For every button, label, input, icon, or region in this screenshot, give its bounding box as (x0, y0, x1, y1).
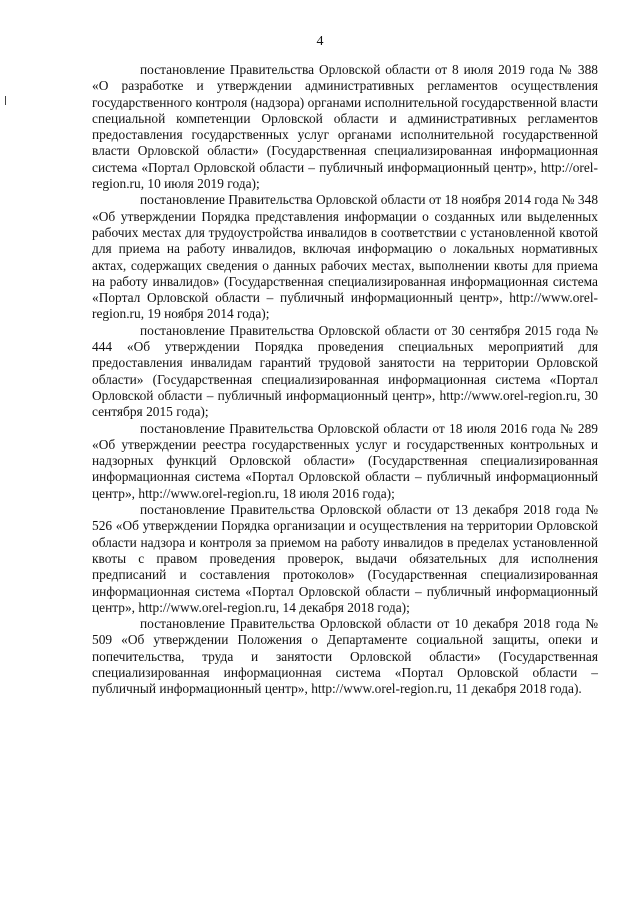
paragraph-resolution-526: постановление Правительства Орловской области от 13 декабря 2018 года № 526 «Об утверждении Порядка организации и осуществления на территории Орловской области надзора и контроля за приемом на работу инвалидов в пределах установленной квоты с правом проведения проверок, выдачи обязательных для исполнения предписаний и составления протоколов» (Государственная специализированная информационная система «Портал Орловской области – публичный информационный центр», http://www.orel-region.ru, 14 декабря 2018 года); (92, 502, 598, 615)
paragraph-resolution-444: постановление Правительства Орловской области от 30 сентября 2015 года № 444 «Об утверждении Порядка проведения специальных мероприятий для предоставления инвалидам гарантий трудовой занятости на территории Орловской области» (Государственная специализированная информационная система «Портал Орловской области – публичный информационный центр», http://www.orel-region.ru, 30 сентября 2015 года); (92, 322, 598, 420)
document-body (92, 62, 598, 698)
page-number: 4 (316, 34, 324, 49)
paragraph-resolution-509: постановление Правительства Орловской области от 10 декабря 2018 года № 509 «Об утверждении Положения о Департаменте социальной защиты, опеки и попечительства, труда и занятости Орловской области» (Государственная специализированная информационная система «Портал Орловской области – публичный информационный центр», http://www.orel-region.ru, 11 декабря 2018 года). (92, 616, 598, 697)
paragraph-resolution-348: постановление Правительства Орловской области от 18 ноября 2014 года № 348 «Об утверждении Порядка представления информации о созданных или выделенных рабочих местах для трудоустройства инвалидов в соответствии с установленной квотой для приема на работу инвалидов, включая информацию о локальных нормативных актах, содержащих сведения о данных рабочих местах, выполнении квоты для приема на работу инвалидов» (Государственная специализированная информационная система «Портал Орловской области – публичный информационный центр», http://www.orel-region.ru, 19 ноября 2014 года); (92, 192, 599, 322)
paragraph-resolution-388: постановление Правительства Орловской области от 8 июля 2019 года № 388 «О разработке и утверждении административных регламентов осуществления государственного контроля (надзора) органами исполнительной государственной власти специальной компетенции Орловской области и административных регламентов предоставления государственных услуг органами исполнительной государственной власти Орловской области» (Государственная специализированная информационная система «Портал Орловской области – публичный информационный центр», http://orel-region.ru, 10 июля 2019 года); (92, 62, 598, 192)
scan-artifact-mark (5, 96, 6, 105)
paragraph-resolution-289: постановление Правительства Орловской области от 18 июля 2016 года № 289 «Об утверждении реестра государственных услуг и государственных контрольных и надзорных функций Орловской области» (Государственная специализированная информационная система «Портал Орловской области – публичный информационный центр», http://www.orel-region.ru, 18 июля 2016 года); (92, 420, 598, 501)
